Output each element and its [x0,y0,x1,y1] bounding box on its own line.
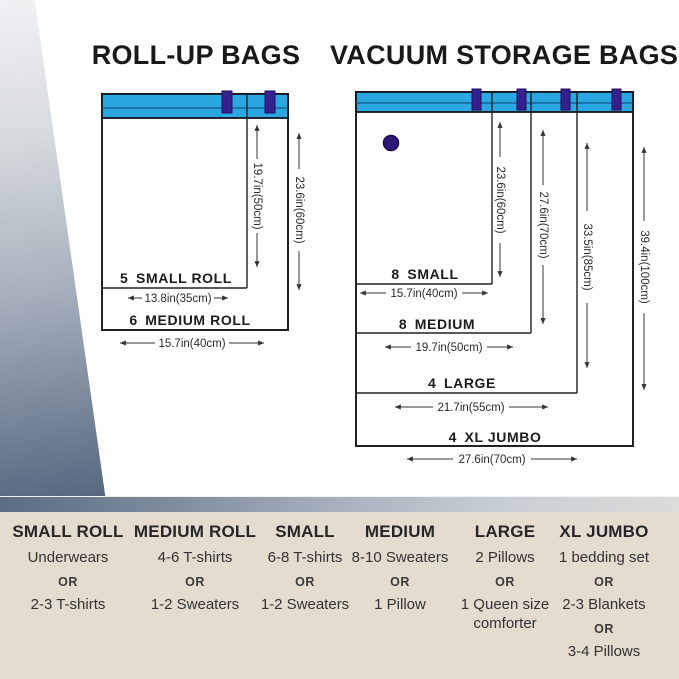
or-separator: OR [495,574,515,589]
capacity-item: 1 Queen size comforter [460,595,550,632]
ziplock-seal-bar [356,92,633,112]
capacity-table [0,512,679,679]
capacity-item: 3-4 Pillows [567,642,641,660]
or-separator: OR [295,574,315,589]
small-roll-label: 5 SMALL ROLL [120,270,232,286]
seal-clip-icon [612,89,621,110]
seal-clip-icon [561,89,570,110]
or-separator: OR [58,574,78,589]
capacity-column-header: SMALL ROLL [12,522,124,541]
capacity-column-medium [342,522,458,615]
capacity-item: 2 Pillows [475,549,535,566]
vacuum-storage-bags-diagram [345,85,670,475]
or-separator: OR [185,574,205,589]
xl-jumbo-bag-width-value: 27.6in(70cm) [458,454,526,466]
medium-roll-height-dimension [293,133,305,290]
xl-jumbo-bag-height-dimension [638,147,650,390]
roll-up-bags-title: ROLL-UP BAGS [91,40,301,70]
ziplock-seal-bar [102,94,288,118]
capacity-item: 4-6 T-shirts [157,549,233,566]
seal-clip-icon [222,91,232,113]
large-bag-height-value: 33.5in(85cm) [581,223,593,291]
capacity-column-medium-roll [132,522,258,615]
or-separator: OR [390,574,410,589]
capacity-column-small-roll [8,522,128,615]
or-separator: OR [594,574,614,589]
capacity-column-header: SMALL [275,522,335,541]
capacity-column-xl-jumbo [544,522,664,661]
capacity-column-header: LARGE [474,522,536,541]
capacity-column-header: MEDIUM ROLL [133,522,257,541]
roll-up-bags-diagram [90,85,320,360]
seal-clip-icon [472,89,481,110]
medium-bag-width-value: 19.7in(50cm) [415,342,483,354]
xl-jumbo-bag-label: 4 XL JUMBO [448,429,542,445]
medium-bag-height-value: 27.6in(70cm) [537,191,549,259]
large-bag-label: 4 LARGE [428,375,496,391]
capacity-item: 1 bedding set [558,549,650,566]
medium-roll-label: 6 MEDIUM ROLL [129,312,251,328]
capacity-item: 2-3 Blankets [562,595,646,613]
medium-roll-height-value: 23.6in(60cm) [293,176,305,244]
seal-clip-icon [517,89,526,110]
capacity-item: 1-2 Sweaters [260,595,350,613]
capacity-item: 1 Pillow [374,595,426,613]
capacity-column-header: MEDIUM [364,522,436,541]
small-bag-width-value: 15.7in(40cm) [390,288,458,300]
seal-clip-icon [265,91,275,113]
xl-jumbo-bag-width-dimension [407,454,577,466]
xl-jumbo-bag-height-value: 39.4in(100cm) [638,230,650,304]
medium-bag-label: 8 MEDIUM [398,316,476,332]
capacity-item: 6-8 T-shirts [267,549,343,566]
small-bag-height-value: 23.6in(60cm) [494,166,506,234]
horizontal-divider-strip [0,496,679,513]
vacuum-storage-bags-title: VACUUM STORAGE BAGS [330,40,679,70]
capacity-column-small [255,522,355,615]
or-separator: OR [594,621,614,636]
air-valve-icon [384,136,399,151]
capacity-item: 1-2 Sweaters [150,595,240,613]
small-roll-width-value: 13.8in(35cm) [144,293,212,305]
capacity-item: Underwears [27,549,109,566]
small-bag-label: 8 SMALL [391,266,459,282]
medium-roll-width-value: 15.7in(40cm) [158,338,226,350]
capacity-column-header: XL JUMBO [559,522,649,541]
capacity-item: 2-3 T-shirts [30,595,106,613]
small-roll-height-value: 19.7in(50cm) [251,162,263,230]
capacity-item: 8-10 Sweaters [351,549,449,566]
large-bag-width-value: 21.7in(55cm) [437,402,505,414]
medium-roll-width-dimension [120,338,264,350]
